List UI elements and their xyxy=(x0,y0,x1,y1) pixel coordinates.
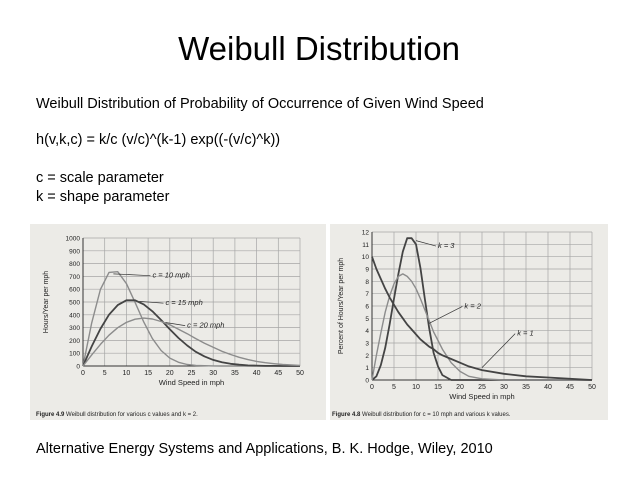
curve-label-leader xyxy=(113,274,150,276)
x-tick-label: 45 xyxy=(566,384,574,391)
x-tick-label: 5 xyxy=(392,384,396,391)
curve-label: k = 1 xyxy=(517,328,534,338)
y-tick-label: 9 xyxy=(365,266,369,274)
y-axis-title: Percent of Hours/Year per mph xyxy=(338,257,345,355)
y-tick-label: 7 xyxy=(365,291,369,299)
figure-caption-text: Weibull distribution for various c values and k = 2. xyxy=(66,412,198,418)
shape-parameter-note: k = shape parameter xyxy=(36,189,170,205)
slide-subtitle: Weibull Distribution of Probability of Occurrence of Given Wind Speed xyxy=(36,96,484,112)
y-tick-label: 200 xyxy=(69,337,80,345)
scale-parameter-note: c = scale parameter xyxy=(36,170,164,186)
x-tick-label: 15 xyxy=(144,370,152,377)
figure-4-9-weibull-c-values xyxy=(30,224,326,420)
figure-number: Figure 4.9 xyxy=(36,412,67,418)
y-tick-label: 11 xyxy=(362,241,369,249)
y-tick-label: 5 xyxy=(365,315,369,323)
x-tick-label: 25 xyxy=(478,384,486,391)
x-tick-label: 0 xyxy=(370,384,374,391)
x-tick-label: 40 xyxy=(544,384,552,391)
x-axis-title: Wind Speed in mph xyxy=(158,378,225,387)
slide-title: Weibull Distribution xyxy=(178,30,460,67)
curve-label-leader xyxy=(482,334,515,368)
x-tick-label: 40 xyxy=(252,370,261,377)
y-tick-label: 500 xyxy=(69,299,80,307)
chart-k-values xyxy=(330,224,608,420)
curve-label: k = 2 xyxy=(464,301,481,311)
figure-caption-text: Weibull distribution for c = 10 mph and various k values. xyxy=(362,412,511,418)
y-tick-label: 3 xyxy=(365,340,369,348)
y-tick-label: 8 xyxy=(365,278,369,286)
y-tick-label: 600 xyxy=(69,286,80,294)
y-tick-label: 6 xyxy=(365,303,369,311)
x-tick-label: 50 xyxy=(296,370,304,377)
figure-caption xyxy=(332,412,511,418)
y-axis-title: Hours/Year per mph xyxy=(43,270,50,334)
x-tick-label: 35 xyxy=(522,384,530,391)
x-tick-label: 5 xyxy=(102,370,107,377)
y-tick-label: 700 xyxy=(69,273,80,281)
figure-4-8-weibull-k-values xyxy=(330,224,608,420)
y-tick-label: 12 xyxy=(361,229,369,237)
x-tick-label: 30 xyxy=(209,370,218,377)
y-tick-label: 800 xyxy=(69,261,80,269)
x-tick-label: 0 xyxy=(81,370,85,377)
weibull-formula: h(v,k,c) = k/c (v/c)^(k-1) exp((-(v/c)^k)) xyxy=(36,132,281,148)
figure-number: Figure 4.8 xyxy=(332,412,363,418)
x-tick-label: 25 xyxy=(187,370,196,377)
y-tick-label: 1 xyxy=(365,365,369,373)
y-tick-label: 2 xyxy=(365,352,369,360)
y-tick-label: 900 xyxy=(69,248,80,256)
y-tick-label: 400 xyxy=(69,312,80,320)
y-tick-label: 10 xyxy=(361,254,369,262)
curve-label: k = 3 xyxy=(438,241,455,251)
chart-c-values xyxy=(30,224,326,420)
y-tick-label: 0 xyxy=(365,377,369,385)
curve-label: c = 15 mph xyxy=(165,298,203,308)
x-tick-label: 35 xyxy=(231,370,239,377)
citation: Alternative Energy Systems and Applications, B. K. Hodge, Wiley, 2010 xyxy=(36,441,493,457)
x-tick-label: 10 xyxy=(412,384,420,391)
x-tick-label: 10 xyxy=(122,370,131,377)
x-tick-label: 20 xyxy=(165,370,174,377)
curve-label-leader xyxy=(429,306,462,323)
y-tick-label: 300 xyxy=(69,325,80,333)
curve-label: c = 20 mph xyxy=(187,320,225,330)
x-tick-label: 20 xyxy=(456,384,464,391)
x-tick-label: 15 xyxy=(434,384,442,391)
y-tick-label: 1000 xyxy=(65,235,80,243)
curve-label-leader xyxy=(416,241,436,246)
y-tick-label: 4 xyxy=(365,328,369,336)
x-tick-label: 30 xyxy=(500,384,508,391)
x-tick-label: 45 xyxy=(274,370,283,377)
y-tick-label: 0 xyxy=(76,363,80,371)
curve-label: c = 10 mph xyxy=(152,270,190,280)
figure-caption xyxy=(36,412,198,418)
y-tick-label: 100 xyxy=(69,350,80,358)
x-axis-title: Wind Speed in mph xyxy=(449,392,515,401)
x-tick-label: 50 xyxy=(588,384,596,391)
